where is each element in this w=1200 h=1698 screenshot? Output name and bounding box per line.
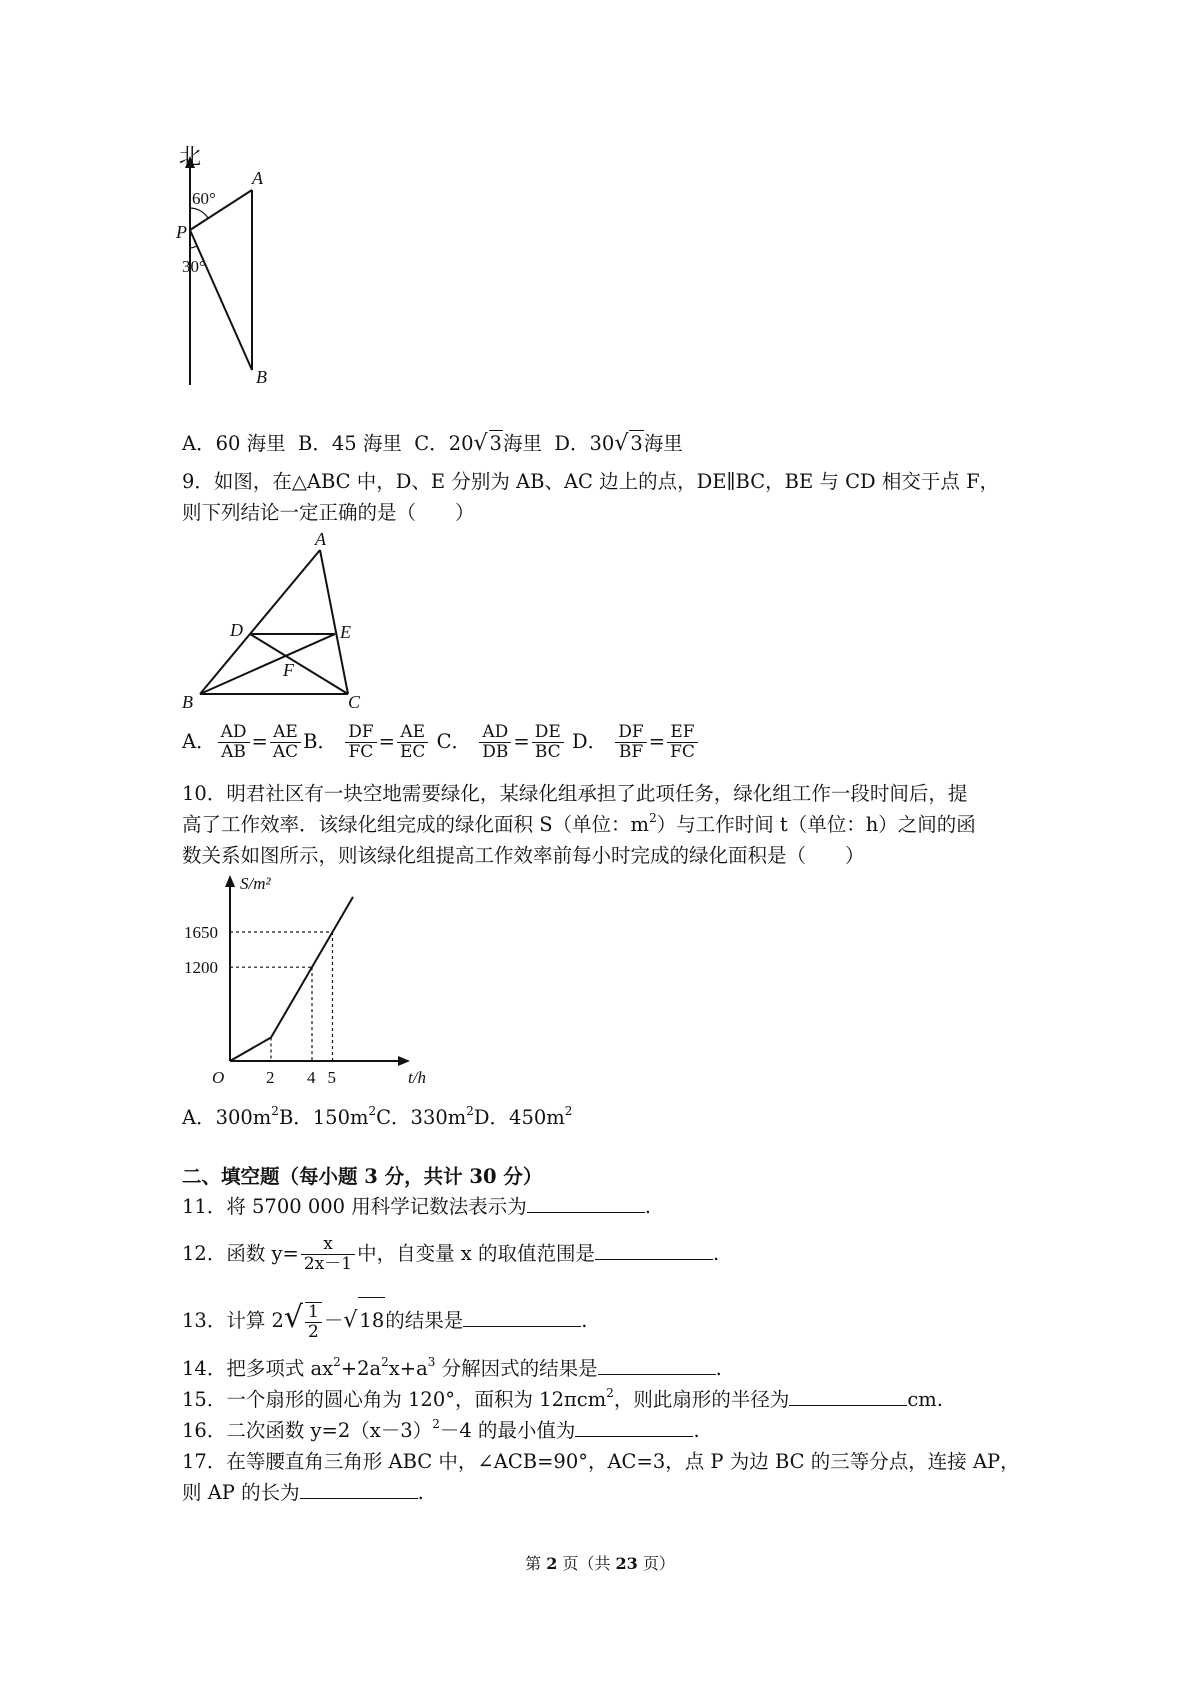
q13: 13．计算 2√ $\frac{1}{2}$ －√ 18的结果是 . — [182, 1295, 587, 1344]
page-footer: 第 2 页（共 23 页） — [525, 1554, 675, 1573]
q9-triangle-figure — [180, 530, 380, 710]
series-line — [230, 897, 353, 1061]
tri-label-a: A — [315, 529, 326, 549]
tri-label-f: F — [283, 660, 294, 680]
q15-answer-blank — [789, 1387, 907, 1406]
q11-answer-blank — [527, 1194, 645, 1213]
angle-30-label: 30° — [182, 257, 206, 276]
y-axis-label: S/m² — [240, 874, 271, 893]
x-tick-label-4: 4 — [307, 1068, 316, 1087]
q13-answer-blank — [463, 1308, 581, 1327]
tri-label-c: C — [348, 692, 361, 712]
q12: 12．函数 y= $\frac{x}{2x-1}$ 中，自变量 x 的取值范围是 . — [182, 1234, 720, 1274]
q17-answer-blank — [300, 1480, 418, 1499]
q10-line2: 高了工作效率．该绿化组完成的绿化面积 S（单位：$m^2$）与工作时间 t（单位：h）之间的函 — [182, 811, 976, 836]
point-b-label: B — [256, 367, 267, 387]
q16: 16．二次函数 $y=2(x-3)^2-4$ 的最小值为 . — [182, 1417, 700, 1442]
q10-option-b: B．$150m^2$ — [278, 1104, 377, 1129]
angle-60-label: 60° — [192, 189, 216, 208]
x-tick-label-5: 5 — [327, 1068, 336, 1087]
q8-bearing-figure — [176, 144, 300, 390]
q8-option-b: B．45 海里 — [298, 432, 402, 455]
point-a-label: A — [252, 168, 263, 188]
tri-label-e: E — [340, 622, 351, 642]
y-tick-label-1200: 1200 — [184, 958, 218, 978]
point-p-label: P — [176, 222, 187, 242]
section2-title: 二、填空题（每小题 3 分，共计 30 分） — [182, 1165, 543, 1188]
x-axis-label: t/h — [408, 1068, 426, 1087]
origin-label: O — [212, 1068, 225, 1087]
q10-line3: 数关系如图所示，则该绿化组提高工作效率前每小时完成的绿化面积是（ ） — [182, 844, 865, 867]
q8-option-c: C．20√ 3海里 — [414, 431, 542, 456]
q9-line2: 则下列结论一定正确的是（ ） — [182, 501, 475, 524]
q10-option-a: A．$300m^2$ — [182, 1104, 279, 1129]
q9-options: A． $\frac{AD}{AB}$ = $\frac{AE}{AC}$ B． $\frac{DF}{FC}$ = $\frac{AE}{EC}$ C． $\frac{AD}{DB}$ = $\frac{DE}{BC}$ D． $\frac{DF}{BF}$ = $\frac{EF}{FC}$ — [182, 720, 700, 764]
q9-line1: 9．如图，在△ABC 中，D、E 分别为 AB、AC 边上的点，DE∥BC，BE 与 CD 相交于点 F， — [182, 470, 1000, 493]
q8-options — [182, 430, 683, 457]
q8-option-a: A．60 海里 — [182, 432, 286, 455]
q12-answer-blank — [595, 1241, 713, 1260]
q14: 14．把多项式 $ax^2+2a^2x+a^3$ 分解因式的结果是 . — [182, 1355, 722, 1380]
q16-answer-blank — [575, 1418, 693, 1437]
q10-option-c: C．$330m^2$ — [376, 1104, 474, 1129]
q10-option-d: D．$450m^2$ — [473, 1104, 573, 1129]
tri-label-b: B — [182, 692, 193, 712]
q10-options — [182, 1105, 572, 1131]
q8-option-d: D．30√ 3海里 — [554, 431, 683, 456]
q17-line1: 17．在等腰直角三角形 ABC 中，∠ACB=90°，AC=3，点 P 为边 BC 的三等分点，连接 AP， — [182, 1450, 1020, 1473]
north-label: 北 — [179, 144, 202, 169]
q17-line2: 则 AP 的长为 . — [182, 1481, 424, 1504]
q14-answer-blank — [598, 1356, 716, 1375]
x-tick-label-2: 2 — [266, 1068, 275, 1087]
y-axis-arrow — [225, 875, 235, 887]
tri-label-d: D — [230, 620, 243, 640]
x-axis-arrow — [398, 1056, 410, 1066]
q10-line-chart — [180, 873, 440, 1088]
q11: 11．将 5700 000 用科学记数法表示为 . — [182, 1195, 651, 1218]
y-tick-label-1650: 1650 — [184, 923, 218, 942]
q15: 15．一个扇形的圆心角为 120°，面积为 12πcm$^2$，则此扇形的半径为 cm. — [182, 1386, 944, 1411]
q10-line1: 10．明君社区有一块空地需要绿化，某绿化组承担了此项任务，绿化组工作一段时间后，提 — [182, 782, 968, 805]
